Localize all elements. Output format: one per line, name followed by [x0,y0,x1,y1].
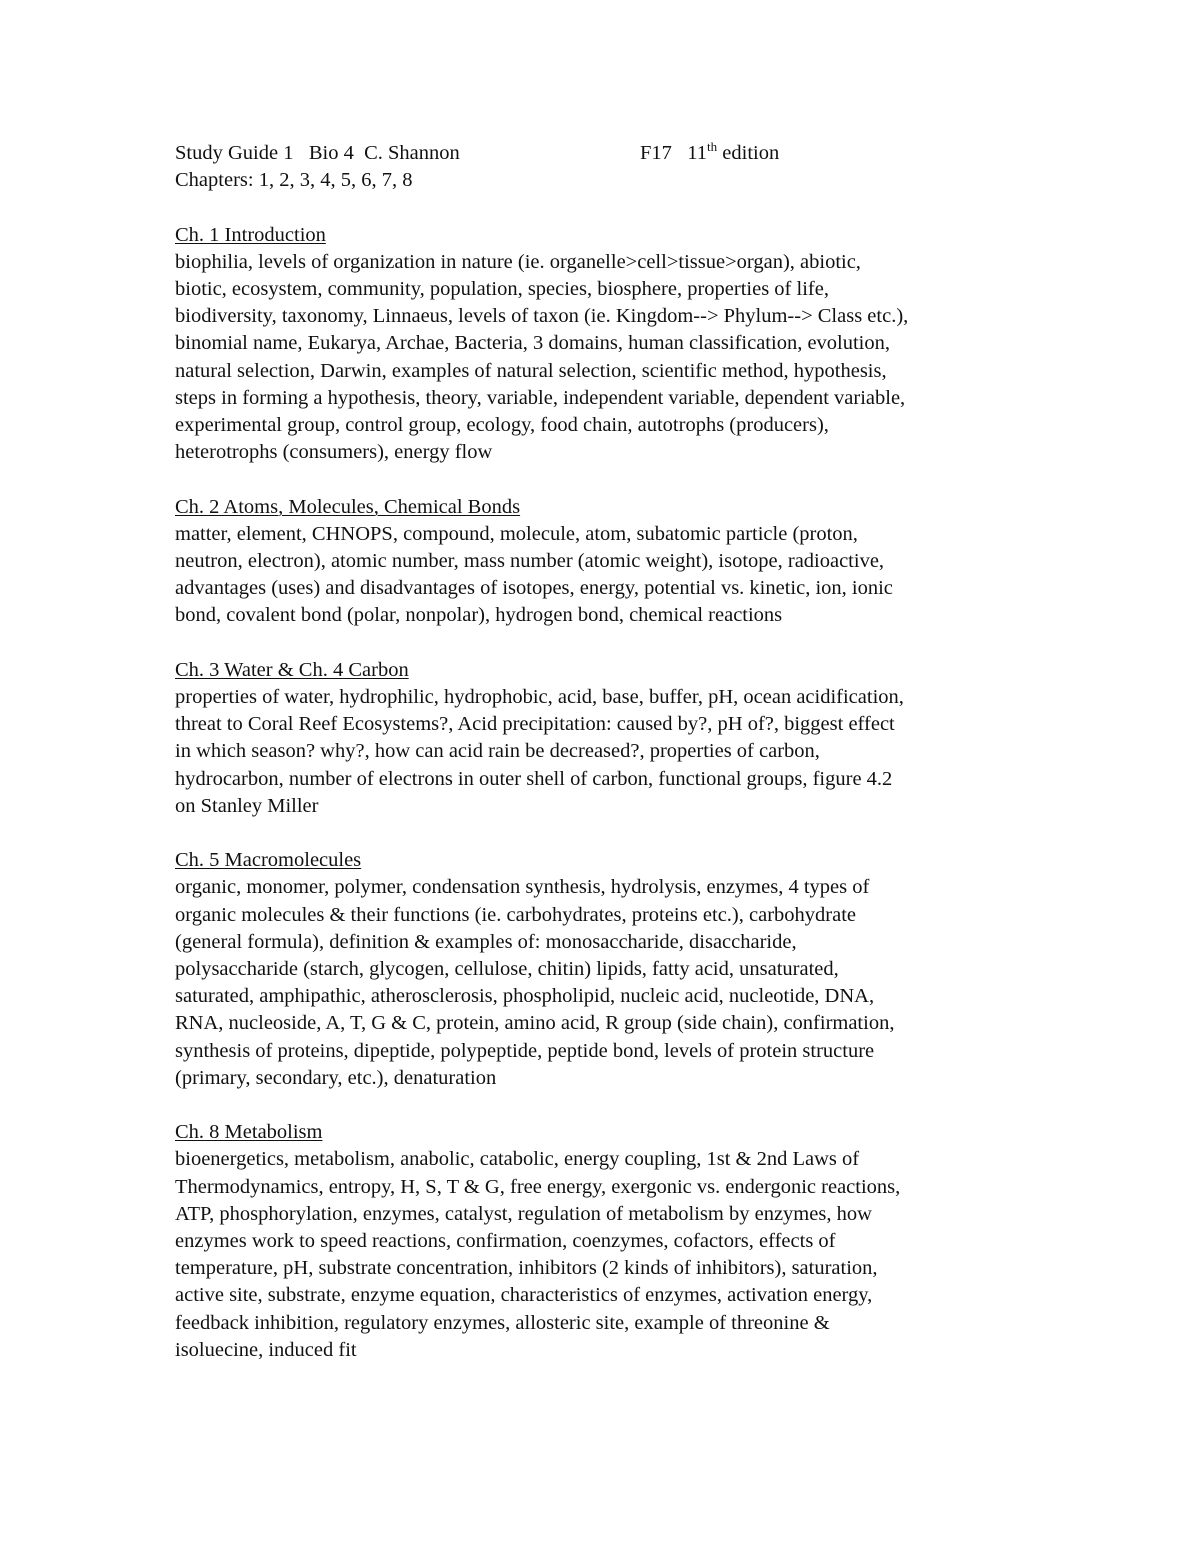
edition-word: edition [717,142,780,164]
text-line: RNA, nucleoside, A, T, G & C, protein, amino acid, R group (side chain), confirmation, [175,1012,895,1035]
text-line: biodiversity, taxonomy, Linnaeus, levels of taxon (ie. Kingdom--> Phylum--> Class etc.), [175,305,909,328]
section-ch5 [175,1119,1045,1364]
section-ch1 [175,222,1045,467]
chapters-list: Chapters: 1, 2, 3, 4, 5, 6, 7, 8 [175,169,413,192]
text-line: neutron, electron), atomic number, mass number (atomic weight), isotope, radioactive, [175,549,885,572]
document-header [175,140,1045,167]
section-title: Ch. 8 Metabolism [175,1121,323,1144]
text-line: ATP, phosphorylation, enzymes, catalyst, regulation of metabolism by enzymes, how [175,1202,872,1225]
term-edition [640,140,779,167]
text-line: biotic, ecosystem, community, population, species, biosphere, properties of life, [175,277,829,300]
section-title: Ch. 5 Macromolecules [175,849,362,872]
section-ch2 [175,494,1045,630]
text-line: Thermodynamics, entropy, H, S, T & G, free energy, exergonic vs. endergonic reactions, [175,1175,901,1198]
term: F17 [640,142,672,164]
text-line: isoluecine, induced fit [175,1338,357,1361]
text-line: enzymes work to speed reactions, confirmation, coenzymes, cofactors, effects of [175,1230,836,1253]
text-line: experimental group, control group, ecology, food chain, autotrophs (producers), [175,413,829,436]
section-ch3 [175,657,1045,820]
text-line: (general formula), definition & examples of: monosaccharide, disaccharide, [175,930,797,953]
text-line: organic, monomer, polymer, condensation synthesis, hydrolysis, enzymes, 4 types of [175,876,870,899]
text-line: advantages (uses) and disadvantages of isotopes, energy, potential vs. kinetic, ion, ionic [175,577,893,600]
text-line: organic molecules & their functions (ie. carbohydrates, proteins etc.), carbohydrate [175,903,856,926]
text-line: on Stanley Miller [175,794,319,817]
text-line: bond, covalent bond (polar, nonpolar), hydrogen bond, chemical reactions [175,604,783,627]
text-line: polysaccharide (starch, glycogen, cellulose, chitin) lipids, fatty acid, unsaturated, [175,958,839,980]
edition-superscript: th [707,139,718,155]
course-line: Study Guide 1 Bio 4 C. Shannon [175,142,460,164]
edition-number: 11 [687,142,708,164]
text-line: active site, substrate, enzyme equation, characteristics of enzymes, activation energy, [175,1284,873,1307]
section-title: Ch. 3 Water & Ch. 4 Carbon [175,658,409,681]
text-line: (primary, secondary, etc.), denaturation [175,1066,497,1089]
text-line: biophilia, levels of organization in nature (ie. organelle>cell>tissue>organ), abiotic, [175,250,861,273]
text-line: binomial name, Eukarya, Archae, Bacteria, 3 domains, human classification, evolution, [175,332,891,355]
text-line: temperature, pH, substrate concentration, inhibitors (2 kinds of inhibitors), saturation, [175,1257,878,1280]
text-line: properties of water, hydrophilic, hydrophobic, acid, base, buffer, pH, ocean acidification, [175,685,904,708]
section-ch4 [175,847,1045,1092]
text-line: saturated, amphipathic, atherosclerosis, phospholipid, nucleic acid, nucleotide, DNA, [175,985,875,1008]
text-line: natural selection, Darwin, examples of natural selection, scientific method, hypothesis, [175,359,887,382]
section-body [175,521,1045,630]
section-title: Ch. 1 Introduction [175,223,326,246]
text-line: bioenergetics, metabolism, anabolic, catabolic, energy coupling, 1st & 2nd Laws of [175,1148,860,1171]
section-body [175,1146,1045,1364]
text-line: feedback inhibition, regulatory enzymes, allosteric site, example of threonine & [175,1311,830,1334]
section-body [175,249,1045,467]
section-title: Ch. 2 Atoms, Molecules, Chemical Bonds [175,495,521,518]
section-body [175,874,1045,1092]
study-guide-page [175,140,1045,1364]
section-body [175,684,1045,820]
text-line: heterotrophs (consumers), energy flow [175,441,493,464]
text-line: threat to Coral Reef Ecosystems?, Acid precipitation: caused by?, pH of?, biggest effect [175,713,895,736]
text-line: in which season? why?, how can acid rain be decreased?, properties of carbon, [175,740,820,763]
sections-container [175,222,1045,1364]
text-line: hydrocarbon, number of electrons in outer shell of carbon, functional groups, figure 4.2 [175,767,893,790]
text-line: matter, element, CHNOPS, compound, molecule, atom, subatomic particle (proton, [175,522,858,545]
text-line: steps in forming a hypothesis, theory, variable, independent variable, dependent variable, [175,386,906,409]
text-line: synthesis of proteins, dipeptide, polypeptide, peptide bond, levels of protein structure [175,1039,875,1062]
